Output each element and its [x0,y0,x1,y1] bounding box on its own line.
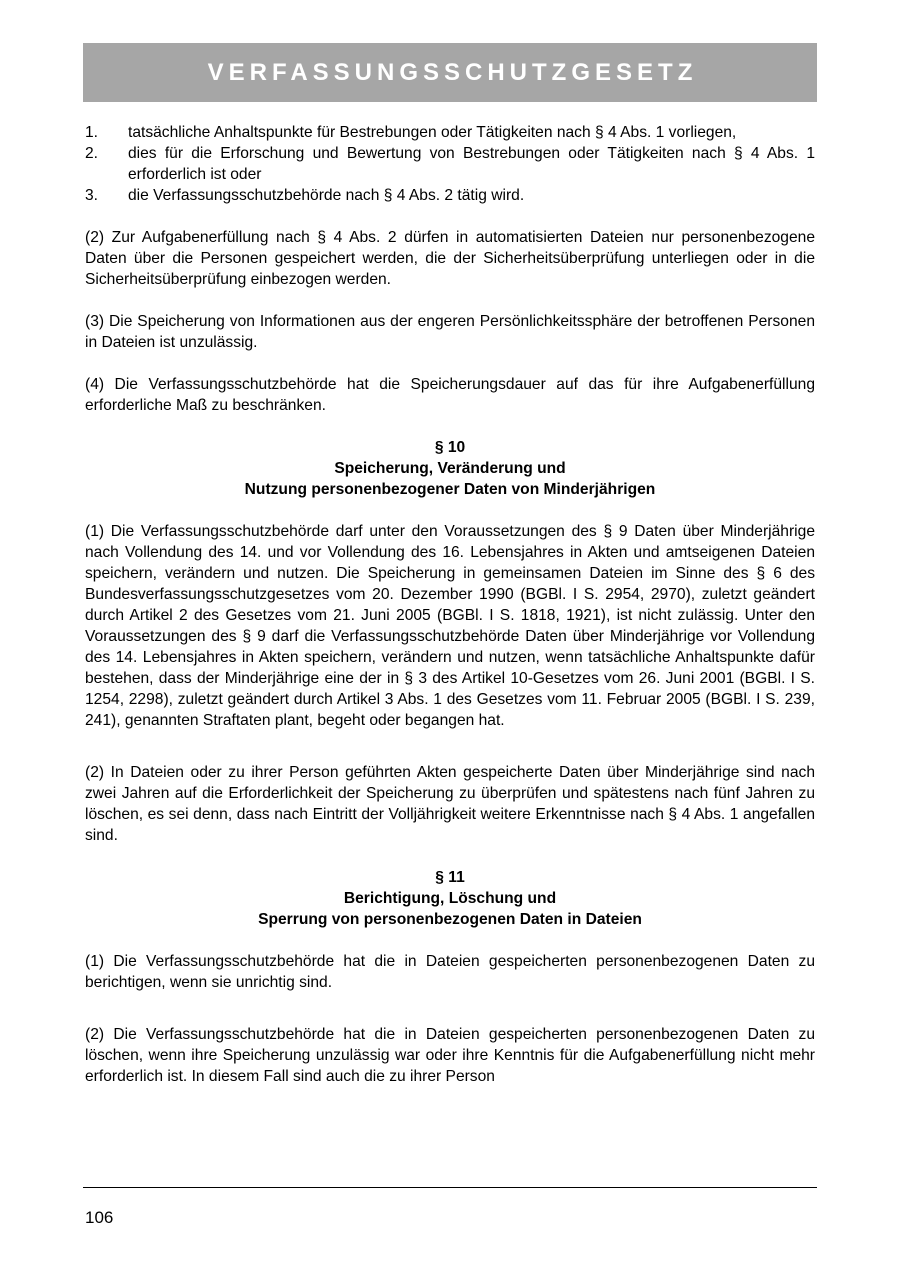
section-10-heading [85,437,815,500]
list-text: dies für die Erforschung und Bewertung von Bestrebungen oder Tätigkeiten nach § 4 Abs. 1 erforderlich ist oder [128,145,815,183]
list-number: 1. [85,124,99,141]
section-title-line: Speicherung, Veränderung und [334,460,566,477]
paragraph-s9-2: (2) Zur Aufgabenerfüllung nach § 4 Abs. 2 dürfen in automatisierten Dateien nur personenbezogene Daten über die Personen gespeichert werden, die der Sicherheitsüberprüfung unterliegen oder in die Sicherheitsüberprüfung einbezogen werden. [85,229,815,288]
header-title: VERFASSUNGSSCHUTZGESETZ [207,58,698,86]
section-title-line: Sperrung von personenbezogenen Daten in Dateien [258,911,642,928]
paragraph-s9-3: (3) Die Speicherung von Informationen aus der engeren Persönlichkeitssphäre der betroffenen Personen in Dateien ist unzulässig. [85,313,815,351]
list-item [85,122,815,143]
footer-divider [83,1187,817,1188]
list-number: 2. [85,145,99,162]
page-header [83,43,817,102]
list-number: 3. [85,187,99,204]
list-text: tatsächliche Anhaltspunkte für Bestrebungen oder Tätigkeiten nach § 4 Abs. 1 vorliegen, [128,124,737,141]
paragraph-s10-2: (2) In Dateien oder zu ihrer Person geführten Akten gespeicherte Daten über Minderjährige sind nach zwei Jahren auf die Erforderlichkeit der Speicherung zu überprüfen und spätestens nach fünf Jahren zu löschen, es sei denn, dass nach Eintritt der Volljährigkeit weitere Erkenntnisse nach § 4 Abs. 1 angefallen sind. [85,764,815,844]
paragraph-s10-1: (1) Die Verfassungsschutzbehörde darf unter den Voraussetzungen des § 9 Daten über Minderjährige nach Vollendung des 14. und vor Vollendung des 16. Lebensjahres in Akten und amtseigenen Dateien speichern, verändern und nutzen. Die Speicherung in gemeinsamen Dateien im Sinne des § 6 des Bundesverfassungsschutzgesetzes vom 20. Dezember 1990 (BGBl. I S. 2954, 2970), zuletzt geändert durch Artikel 2 des Gesetzes vom 21. Juni 2005 (BGBl. I S. 1818, 1921), ist nicht zulässig. Unter den Voraussetzungen des § 9 darf die Verfassungsschutzbehörde Daten über Minderjährige vor Vollendung des 14. Lebensjahres in Akten speichern, verändern und nutzen, wenn tatsächliche Anhaltspunkte dafür bestehen, dass der Minderjährige eine der in § 3 des Artikel 10-Gesetzes vom 26. Juni 2001 (BGBl. I S. 1254, 2298), zuletzt geändert durch Artikel 3 Abs. 1 des Gesetzes vom 11. Februar 2005 (BGBl. I S. 239, 241), genannten Straftaten plant, begeht oder begangen hat. [85,523,815,729]
section-number: § 10 [434,439,466,456]
document-body [85,122,815,1087]
paragraph-s9-4: (4) Die Verfassungsschutzbehörde hat die Speicherungsdauer auf das für ihre Aufgabenerfüllung erforderliche Maß zu beschränken. [85,376,815,414]
list-text: die Verfassungsschutzbehörde nach § 4 Abs. 2 tätig wird. [128,187,525,204]
section-number: § 11 [435,869,465,886]
numbered-list [85,122,815,206]
list-item [85,185,815,206]
section-11-heading [85,867,815,930]
list-item [85,143,815,185]
section-title-line: Berichtigung, Löschung und [343,890,557,907]
paragraph-s11-1: (1) Die Verfassungsschutzbehörde hat die in Dateien gespeicherten personenbezogenen Daten zu berichtigen, wenn sie unrichtig sind. [85,953,815,991]
section-title-line: Nutzung personenbezogener Daten von Minderjährigen [244,481,656,498]
paragraph-s11-2: (2) Die Verfassungsschutzbehörde hat die in Dateien gespeicherten personenbezogenen Daten zu löschen, wenn ihre Speicherung unzulässig war oder ihre Kenntnis für die Aufgabenerfüllung nicht mehr erforderlich ist. In diesem Fall sind auch die zu ihrer Person [85,1026,815,1085]
page-number: 106 [85,1208,114,1227]
